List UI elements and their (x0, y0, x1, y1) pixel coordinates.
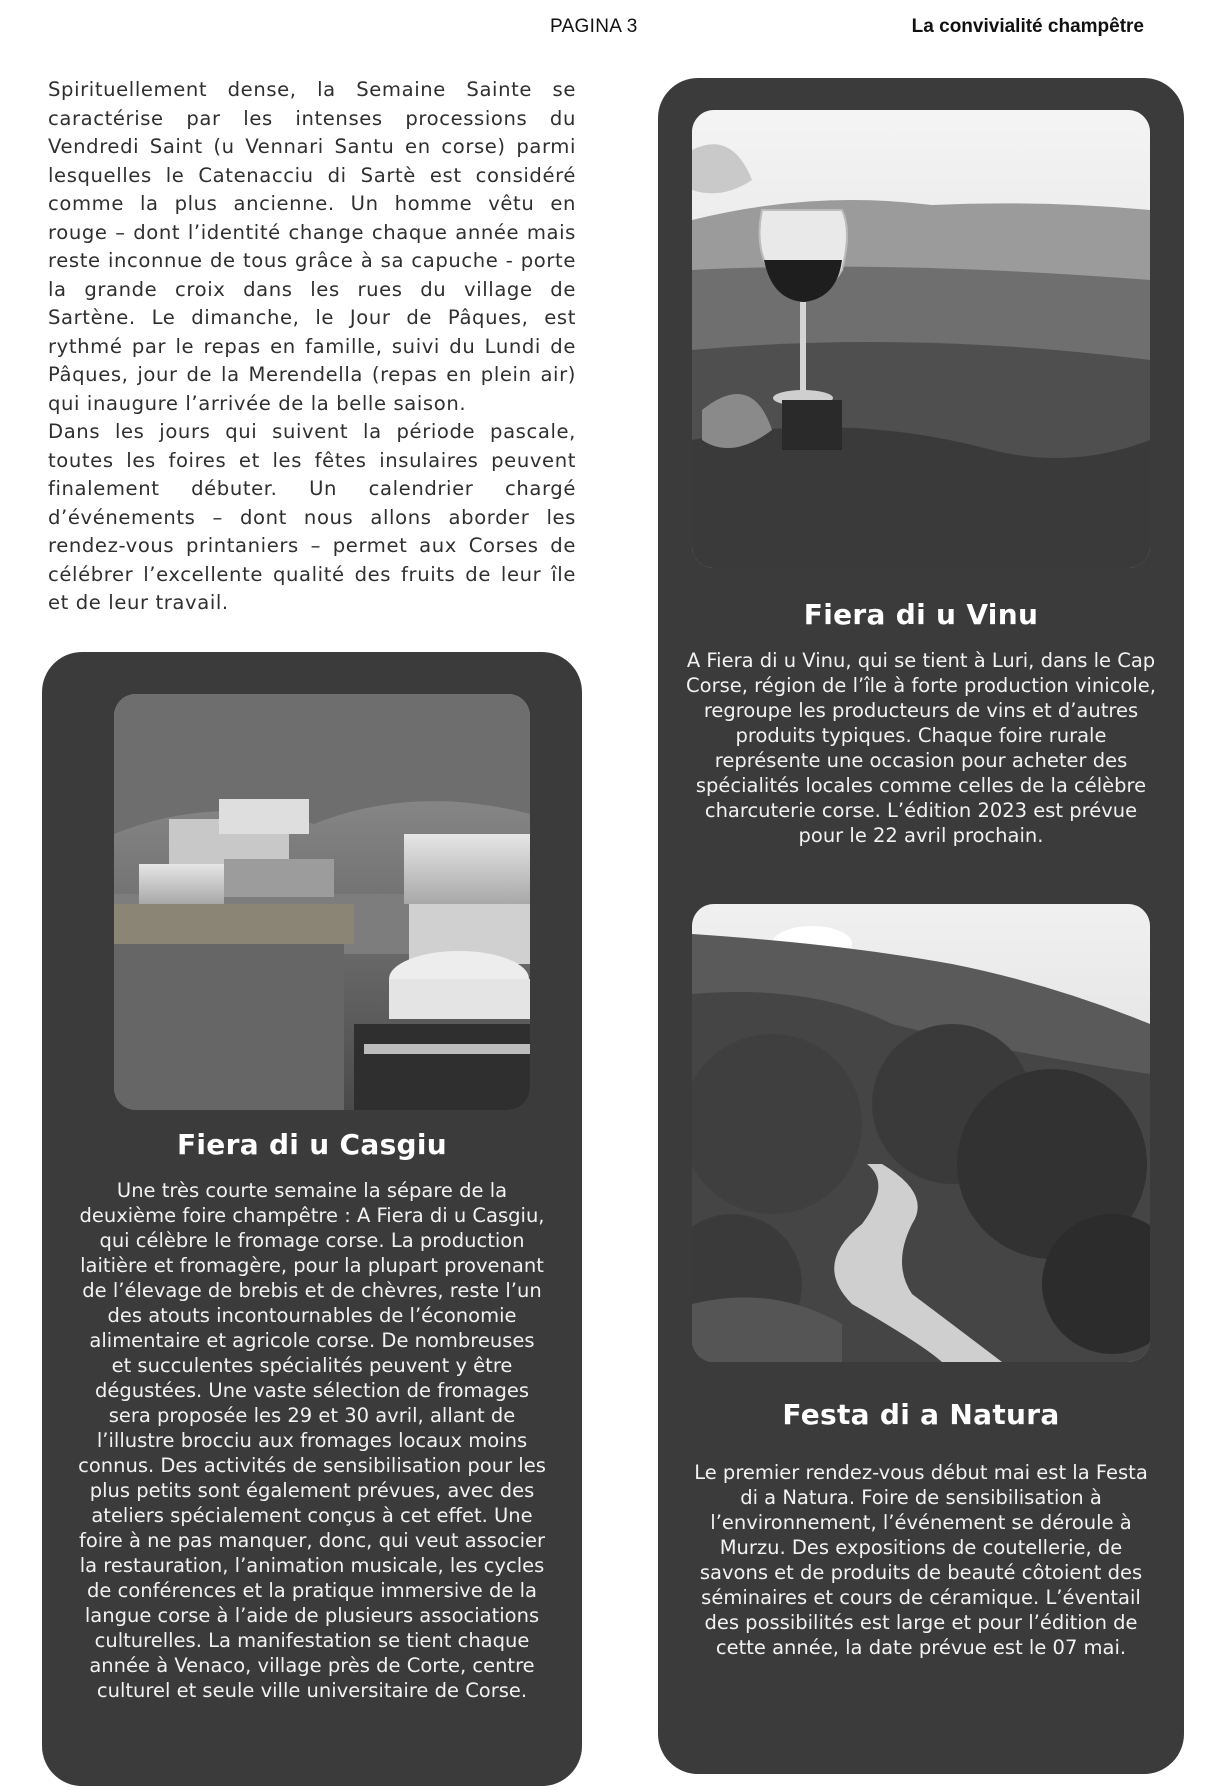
casgiu-card (42, 652, 582, 1786)
vinu-text: A Fiera di u Vinu, qui se tient à Luri, dans le Cap Corse, région de l’île à forte production vinicole, regroupe les producteurs de vins et d’autres produits typiques. Chaque foire rurale représente une occasion pour acheter des spécialités locales comme celles de la célèbre charcuterie corse. L’édition 2023 est prévue pour le 22 avril prochain. (686, 649, 1156, 847)
vinu-natura-card (658, 78, 1184, 1774)
section-title: La convivialité champêtre (911, 16, 1144, 37)
forest-path-photo (692, 904, 1150, 1362)
natura-text: Le premier rendez-vous début mai est la Festa di a Natura. Foire de sensibilisation à l’environnement, l’événement se déroule à Murzu. Des expositions de coutellerie, de savons et de produits de beauté côtoient des séminaires et cours de céramique. L’éventail des possibilités est large et pour l’édition de cette année, la date prévue est le 07 mai. (694, 1461, 1148, 1659)
wine-glass-photo (692, 110, 1150, 568)
intro-paragraph-2: Dans les jours qui suivent la période pascale, toutes les foires et les fêtes insulaires peuvent finalement débuter. Un calendrier chargé d’événements – dont nous allons aborder les rendez-vous printaniers – permet aux Corses de célébrer l’excellente qualité des fruits de leur île et de leur travail. (48, 420, 576, 614)
intro-paragraph-1: Spirituellement dense, la Semaine Sainte se caractérise par les intenses processions du Vendredi Saint (u Vennari Santu en corse) parmi lesquelles le Catenacciu di Sartè est considéré comme la plus ancienne. Un homme vêtu en rouge – dont l’identité change chaque année mais reste inconnue de tous grâce à sa capuche - porte la grande croix dans les rues du village de Sartène. Le dimanche, le Jour de Pâques, est rythmé par le repas en famille, suivi du Lundi de Pâques, jour de la Merendella (repas en plein air) qui inaugure l’arrivée de la belle saison. (48, 78, 576, 415)
natura-title: Festa di a Natura (782, 1398, 1060, 1431)
casgiu-title: Fiera di u Casgiu (176, 1128, 448, 1161)
intro-text (48, 76, 576, 618)
casgiu-text: Une très courte semaine la sépare de la deuxième foire champêtre : A Fiera di u Casgiu, qui célèbre le fromage corse. La production laitière et fromagère, pour la plupart provenant de l’élevage de brebis et de chèvres, reste l’un des atouts incontournables de l’économie alimentaire et agricole corse. De nombreuses et succulentes spécialités peuvent y être dégustées. Une vaste sélection de fromages sera proposée les 29 et 30 avril, allant de l’illustre brocciu aux fromages locaux moins connus. Des activités de sensibilisation pour les plus petits sont également prévues, avec des ateliers spécialement conçus à cet effet. Une foire à ne pas manquer, donc, qui veut associer la restauration, l’animation musicale, les cycles de conférences et la pratique immersive de la langue corse à l’aide de plusieurs associations culturelles. La manifestation se tient chaque année à Venaco, village près de Corte, centre culturel et seule ville universitaire de Corse. (78, 1179, 546, 1702)
vinu-title: Fiera di u Vinu (803, 598, 1039, 631)
cheese-photo (114, 694, 530, 1110)
page-number: PAGINA 3 (550, 16, 638, 37)
